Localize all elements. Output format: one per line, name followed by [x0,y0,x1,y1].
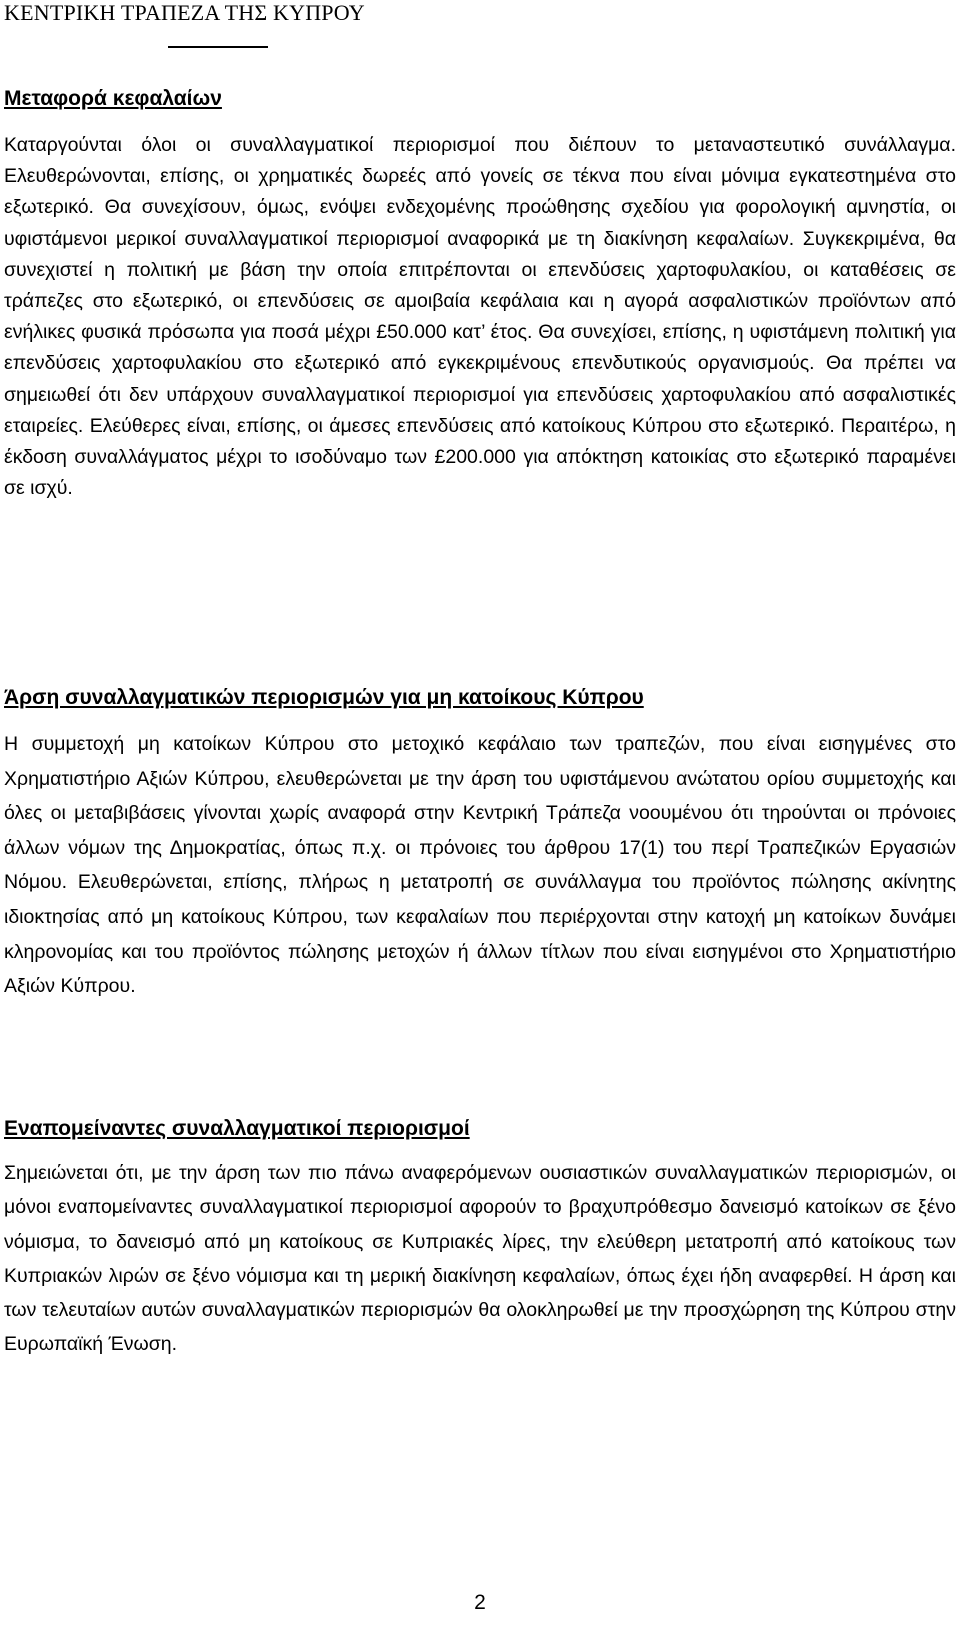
section-heading: Εναπομείναντες συναλλαγματικοί περιορισμοί [4,1117,470,1140]
section-paragraph: Καταργούνται όλοι οι συναλλαγματικοί περιορισμοί που διέπουν το μεταναστευτικό συνάλλαγμα. Ελευθερώνονται, επίσης, οι χρηματικές δωρεές από γονείς σε τέκνα που είναι μόνιμα εγκατεστημένα στο εξωτερικό. Θα συνεχίσουν, όμως, ενόψει ενδεχομένης προώθησης σχεδίου για φορολογική αμνηστία, οι υφιστάμενοι μερικοί συναλλαγματικοί περιορισμοί αναφορικά με τη διακίνηση κεφαλαίων. Συγκεκριμένα, θα συνεχιστεί η πολιτική με βάση την οποία επιτρέπονται οι επενδύσεις χαρτοφυλακίου, οι καταθέσεις σε τράπεζες στο εξωτερικό, οι επενδύσεις σε αμοιβαία κεφάλαια και η αγορά ασφαλιστικών προϊόντων από ενήλικες φυσικά πρόσωπα για ποσά μέχρι £50.000 κατ’ έτος. Θα συνεχίσει, επίσης, η υφιστάμενη πολιτική για επενδύσεις χαρτοφυλακίου στο εξωτερικό από εγκεκριμένους επενδυτικούς οργανισμούς. Θα πρέπει να σημειωθεί ότι δεν υπάρχουν συναλλαγματικοί περιορισμοί για επενδύσεις χαρτοφυλακίου από ασφαλιστικές εταιρείες. Ελεύθερες είναι, επίσης, οι άμεσες επενδύσεις από κατοίκους Κύπρου στο εξωτερικό. Περαιτέρω, η έκδοση συναλλάγματος μέχρι το ισοδύναμο των £200.000 για απόκτηση κατοικίας στο εξωτερικό παραμένει σε ισχύ. [4,134,956,500]
section-heading: Μεταφορά κεφαλαίων [4,87,222,110]
page-number: 2 [474,1591,486,1614]
section-capital-transfer [4,86,956,504]
section-paragraph: Η συμμετοχή μη κατοίκων Κύπρου στο μετοχικό κεφάλαιο των τραπεζών, που είναι εισηγμένες στο Χρηματιστήριο Αξιών Κύπρου, ελευθερώνεται με την άρση του υφιστάμενου ανώτατου ορίου συμμετοχής και όλες οι μεταβιβάσεις γίνονται χωρίς αναφορά στην Κεντρική Τράπεζα νοουμένου ότι τηρούνται οι πρόνοιες άλλων νόμων της Δημοκρατίας, όπως π.χ. οι πρόνοιες του άρθρου 17(1) του περί Τραπεζικών Εργασιών Νόμου. Ελευθερώνεται, επίσης, πλήρως η μετατροπή σε συνάλλαγμα του προϊόντος πώλησης ακίνητης ιδιοκτησίας από μη κατοίκους Κύπρου, των κεφαλαίων που περιέρχονται στην κατοχή μη κατοίκων δυνάμει κληρονομίας και του προϊόντος πώλησης μετοχών ή άλλων τίτλων που είναι εισηγμένοι στο Χρηματιστήριο Αξιών Κύπρου. [4,733,956,998]
header-underline [168,46,268,48]
section-heading: Άρση συναλλαγματικών περιορισμών για μη κατοίκους Κύπρου [4,686,644,709]
section-remaining-restrictions [4,1116,956,1362]
section-paragraph: Σημειώνεται ότι, με την άρση των πιο πάνω αναφερόμενων ουσιαστικών συναλλαγματικών περιορισμών, οι μόνοι εναπομείναντες συναλλαγματικοί περιορισμοί αφορούν το βραχυπρόθεσμο δανεισμό κατοίκων σε ξένο νόμισμα, το δανεισμό από μη κατοίκους σε Κυπριακές λίρες, την ελεύθερη μετατροπή από κατοίκους των Κυπριακών λιρών σε ξένο νόμισμα και τη μερική διακίνηση κεφαλαίων, όπως έχει ήδη αναφερθεί. Η άρση και των τελευταίων αυτών συναλλαγματικών περιορισμών θα ολοκληρωθεί με την προσχώρηση της Κύπρου στην Ευρωπαϊκή Ένωση. [4,1162,956,1356]
section-non-residents [4,685,956,1004]
document-header: ΚΕΝΤΡΙΚΗ ΤΡΑΠΕΖΑ ΤΗΣ ΚΥΠΡΟΥ [4,0,365,25]
